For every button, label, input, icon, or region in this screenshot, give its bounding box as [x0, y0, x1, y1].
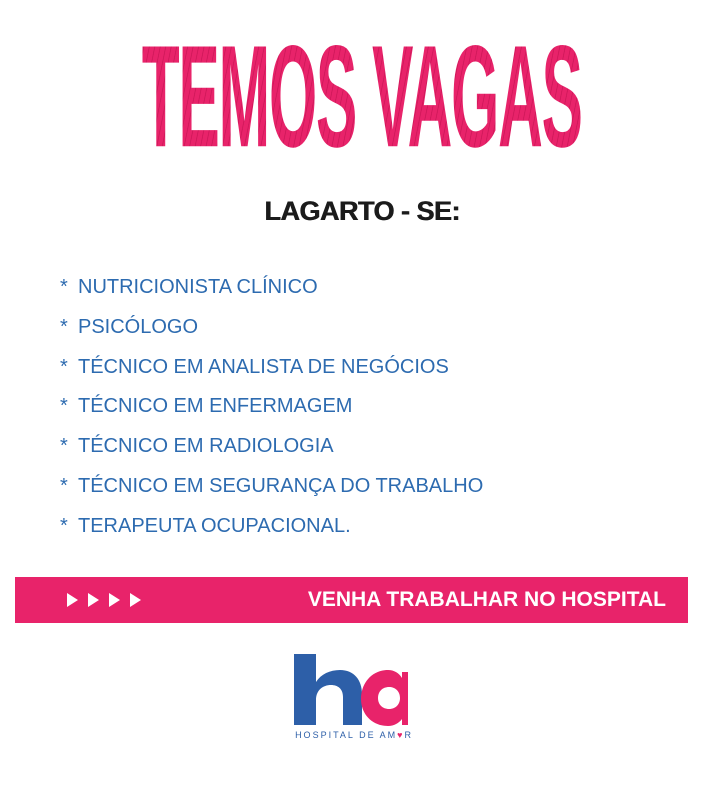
play-triangle-icon [130, 593, 141, 607]
job-title: NUTRICIONISTA CLÍNICO [78, 276, 318, 298]
job-list [60, 274, 483, 553]
cta-banner [15, 577, 688, 623]
banner-text: VENHA TRABALHAR NO HOSPITAL [307, 588, 666, 611]
asterisk-bullet: * [60, 435, 68, 458]
hospital-logo [290, 650, 430, 750]
job-title: TÉCNICO EM ENFERMAGEM [78, 395, 353, 418]
arrow-group [67, 577, 141, 623]
asterisk-bullet: * [60, 474, 68, 497]
list-item [60, 274, 483, 314]
job-title: TÉCNICO EM RADIOLOGIA [78, 435, 334, 458]
ha-logo-mark [290, 650, 410, 730]
location-title: LAGARTO - SE: [264, 196, 460, 226]
job-title: TÉCNICO EM SEGURANÇA DO TRABALHO [78, 474, 484, 497]
asterisk-bullet: * [60, 276, 68, 298]
list-item [60, 354, 483, 394]
play-triangle-icon [88, 593, 99, 607]
list-item [60, 473, 483, 513]
list-item [60, 393, 483, 433]
job-title: TERAPEUTA OCUPACIONAL. [78, 514, 351, 537]
asterisk-bullet: * [60, 514, 68, 537]
heart-icon: ♥ [397, 730, 405, 740]
list-item [60, 433, 483, 473]
asterisk-bullet: * [60, 395, 68, 418]
asterisk-bullet: * [60, 355, 68, 378]
job-title: TÉCNICO EM ANALISTA DE NEGÓCIOS [78, 355, 449, 378]
asterisk-bullet: * [60, 315, 68, 338]
play-triangle-icon [67, 593, 78, 607]
job-title: PSICÓLOGO [78, 315, 199, 338]
logo-name: HOSPITAL DE AM♥R [295, 730, 413, 740]
list-item [60, 314, 483, 354]
headline-text: TEMOS VAGAS [142, 0, 582, 206]
play-triangle-icon [109, 593, 120, 607]
list-item [60, 513, 483, 553]
headline [0, 15, 724, 179]
